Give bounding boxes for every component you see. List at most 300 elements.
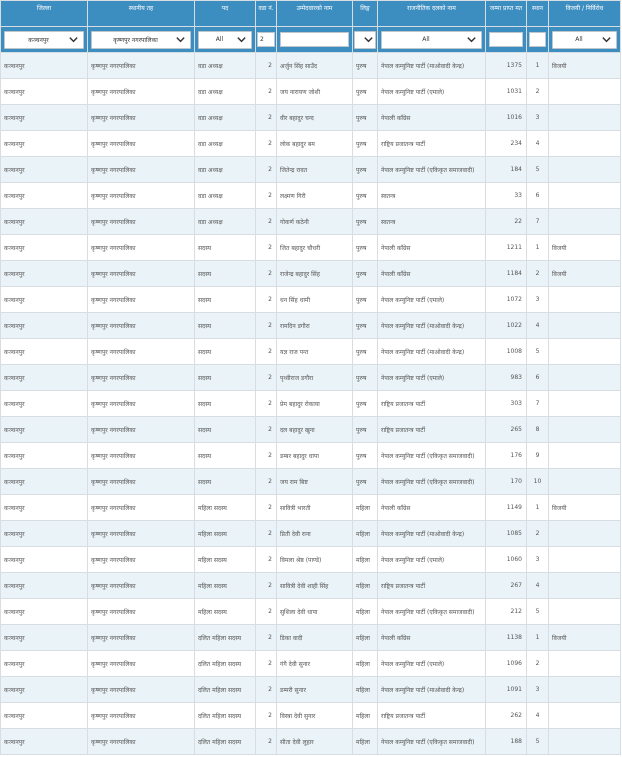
cell-party: नेपाली काँग्रेस: [378, 625, 486, 651]
table-row[interactable]: [1, 443, 621, 469]
cell-district: कञ्चनपुर: [1, 261, 88, 287]
cell-ward: 2: [256, 443, 277, 469]
cell-gender: पुरुष: [353, 209, 378, 235]
cell-party: नेपाल कम्युनिष्ट पार्टी (एमाले): [378, 651, 486, 677]
cell-candidate-name: वीर बहादुर चन्द: [277, 105, 353, 131]
cell-candidate-name: गंगै देवी सुनार: [277, 651, 353, 677]
cell-district: कञ्चनपुर: [1, 391, 88, 417]
cell-gender: महिला: [353, 677, 378, 703]
header-district[interactable]: जिल्ला: [1, 1, 88, 27]
cell-votes: 188: [486, 729, 527, 755]
cell-candidate-name: जय नारायण जोशी: [277, 79, 353, 105]
votes-filter-input[interactable]: [489, 32, 523, 47]
cell-local-level: कृष्णपुर नगरपालिका: [88, 703, 195, 729]
cell-post: महिला सदस्य: [195, 547, 256, 573]
cell-district: कञ्चनपुर: [1, 417, 88, 443]
cell-post: वडा अध्यक्ष: [195, 105, 256, 131]
cell-district: कञ्चनपुर: [1, 209, 88, 235]
cell-rank: 7: [527, 209, 549, 235]
cell-rank: 3: [527, 287, 549, 313]
chevron-down-icon: [601, 34, 612, 45]
cell-ward: 2: [256, 469, 277, 495]
cell-post: सदस्य: [195, 313, 256, 339]
cell-post: सदस्य: [195, 469, 256, 495]
cell-ward: 2: [256, 313, 277, 339]
cell-candidate-name: रामदिन डगौरा: [277, 313, 353, 339]
cell-rank: 1: [527, 53, 549, 79]
cell-local-level: कृष्णपुर नगरपालिका: [88, 443, 195, 469]
post-filter-select[interactable]: [198, 31, 252, 49]
table-row[interactable]: [1, 235, 621, 261]
cell-gender: पुरुष: [353, 157, 378, 183]
cell-rank: 6: [527, 183, 549, 209]
filter-row: [1, 27, 621, 53]
cell-party: राष्ट्रिय प्रजातन्त्र पार्टी: [378, 703, 486, 729]
cell-ward: 2: [256, 131, 277, 157]
party-filter-select[interactable]: [381, 31, 482, 49]
district-filter-value: कञ्चनपुर: [28, 36, 49, 44]
cell-post: दलित महिला सदस्य: [195, 625, 256, 651]
cell-party: नेपाल कम्युनिष्ट पार्टी (एकिकृत समाजवादी): [378, 729, 486, 755]
cell-rank: 2: [527, 651, 549, 677]
cell-votes: 1060: [486, 547, 527, 573]
cell-rank: 5: [527, 157, 549, 183]
cell-result: [549, 287, 621, 313]
cell-result: [549, 573, 621, 599]
cell-votes: 1072: [486, 287, 527, 313]
cell-votes: 170: [486, 469, 527, 495]
cell-post: महिला सदस्य: [195, 521, 256, 547]
cell-post: वडा अध्यक्ष: [195, 157, 256, 183]
header-rank[interactable]: स्थान: [527, 1, 549, 27]
cell-district: कञ्चनपुर: [1, 313, 88, 339]
candidate-filter-input[interactable]: [280, 32, 349, 47]
cell-result: विजयी: [549, 53, 621, 79]
cell-local-level: कृष्णपुर नगरपालिका: [88, 209, 195, 235]
cell-local-level: कृष्णपुर नगरपालिका: [88, 625, 195, 651]
cell-candidate-name: प्रिती देवी राना: [277, 521, 353, 547]
cell-gender: महिला: [353, 521, 378, 547]
cell-votes: 1022: [486, 313, 527, 339]
cell-post: सदस्य: [195, 365, 256, 391]
cell-post: महिला सदस्य: [195, 599, 256, 625]
table-row[interactable]: [1, 53, 621, 79]
result-filter-select[interactable]: [552, 31, 617, 49]
cell-rank: 4: [527, 313, 549, 339]
cell-party: राष्ट्रिय प्रजातन्त्र पार्टी: [378, 391, 486, 417]
cell-gender: महिला: [353, 651, 378, 677]
cell-gender: महिला: [353, 599, 378, 625]
cell-ward: 2: [256, 105, 277, 131]
cell-local-level: कृष्णपुर नगरपालिका: [88, 729, 195, 755]
cell-votes: 1184: [486, 261, 527, 287]
cell-votes: 1211: [486, 235, 527, 261]
table-row[interactable]: [1, 521, 621, 547]
cell-result: विजयी: [549, 625, 621, 651]
cell-result: [549, 105, 621, 131]
cell-district: कञ्चनपुर: [1, 287, 88, 313]
cell-gender: पुरुष: [353, 261, 378, 287]
cell-ward: 2: [256, 573, 277, 599]
cell-ward: 2: [256, 703, 277, 729]
header-local-level[interactable]: स्थानीय तह: [88, 1, 195, 27]
result-filter-value: All: [575, 36, 583, 43]
cell-rank: 1: [527, 625, 549, 651]
cell-local-level: कृष्णपुर नगरपालिका: [88, 547, 195, 573]
local-level-filter-select[interactable]: [91, 31, 191, 49]
cell-post: महिला सदस्य: [195, 495, 256, 521]
cell-gender: पुरुष: [353, 105, 378, 131]
header-votes[interactable]: जम्मा प्राप्त मत: [486, 1, 527, 27]
cell-result: [549, 547, 621, 573]
cell-rank: 1: [527, 235, 549, 261]
table-row[interactable]: [1, 131, 621, 157]
cell-district: कञ्चनपुर: [1, 235, 88, 261]
cell-post: सदस्य: [195, 417, 256, 443]
table-row[interactable]: [1, 703, 621, 729]
table-row[interactable]: [1, 339, 621, 365]
cell-candidate-name: लोक बहादुर बम: [277, 131, 353, 157]
filter-cell-post: [195, 27, 256, 53]
cell-gender: पुरुष: [353, 443, 378, 469]
table-row[interactable]: [1, 261, 621, 287]
cell-result: [549, 339, 621, 365]
cell-gender: पुरुष: [353, 235, 378, 261]
cell-district: कञ्चनपुर: [1, 625, 88, 651]
cell-rank: 5: [527, 599, 549, 625]
cell-gender: महिला: [353, 495, 378, 521]
cell-post: सदस्य: [195, 339, 256, 365]
cell-result: [549, 157, 621, 183]
cell-candidate-name: जय राम बिष्ट: [277, 469, 353, 495]
cell-votes: 1149: [486, 495, 527, 521]
cell-post: सदस्य: [195, 261, 256, 287]
cell-post: दलित महिला सदस्य: [195, 677, 256, 703]
cell-district: कञ्चनपुर: [1, 339, 88, 365]
cell-rank: 3: [527, 547, 549, 573]
district-filter-select[interactable]: [4, 31, 84, 49]
cell-ward: 2: [256, 729, 277, 755]
cell-votes: 212: [486, 599, 527, 625]
cell-rank: 9: [527, 443, 549, 469]
header-candidate[interactable]: उम्मेदवारको नाम: [277, 1, 353, 27]
cell-rank: 1: [527, 495, 549, 521]
cell-gender: पुरुष: [353, 417, 378, 443]
cell-party: नेपाली काँग्रेस: [378, 495, 486, 521]
cell-candidate-name: विमला श्रेष्ठ (पाण्डे): [277, 547, 353, 573]
cell-candidate-name: विस्त्रा देवी सुनार: [277, 703, 353, 729]
cell-district: कञ्चनपुर: [1, 157, 88, 183]
cell-gender: पुरुष: [353, 469, 378, 495]
cell-gender: महिला: [353, 573, 378, 599]
chevron-down-icon: [175, 34, 186, 45]
cell-candidate-name: डिका वादी: [277, 625, 353, 651]
cell-party: नेपाल कम्युनिष्ट पार्टी (एमाले): [378, 287, 486, 313]
cell-ward: 2: [256, 287, 277, 313]
cell-post: वडा अध्यक्ष: [195, 131, 256, 157]
cell-party: राष्ट्रिय प्रजातन्त्र पार्टी: [378, 573, 486, 599]
ward-filter-input[interactable]: 2: [257, 32, 275, 47]
cell-votes: 22: [486, 209, 527, 235]
table-row[interactable]: [1, 625, 621, 651]
cell-district: कञ्चनपुर: [1, 443, 88, 469]
cell-post: वडा अध्यक्ष: [195, 79, 256, 105]
table-row[interactable]: [1, 105, 621, 131]
cell-ward: 2: [256, 625, 277, 651]
cell-candidate-name: डम्बर बहादुर धापा: [277, 443, 353, 469]
cell-result: [549, 677, 621, 703]
cell-local-level: कृष्णपुर नगरपालिका: [88, 131, 195, 157]
cell-rank: 5: [527, 339, 549, 365]
cell-party: नेपाल कम्युनिष्ट पार्टी (एमाले): [378, 79, 486, 105]
cell-votes: 1138: [486, 625, 527, 651]
cell-result: [549, 209, 621, 235]
cell-gender: पुरुष: [353, 131, 378, 157]
cell-party: नेपाली काँग्रेस: [378, 105, 486, 131]
table-row[interactable]: [1, 391, 621, 417]
cell-rank: 3: [527, 105, 549, 131]
cell-local-level: कृष्णपुर नगरपालिका: [88, 313, 195, 339]
cell-ward: 2: [256, 183, 277, 209]
cell-result: [549, 79, 621, 105]
cell-post: सदस्य: [195, 287, 256, 313]
cell-post: सदस्य: [195, 443, 256, 469]
cell-rank: 4: [527, 131, 549, 157]
cell-party: नेपाल कम्युनिष्ट पार्टी (माओवादी केन्द्र): [378, 521, 486, 547]
cell-party: नेपाल कम्युनिष्ट पार्टी (एकिकृत समाजवादी): [378, 599, 486, 625]
cell-ward: 2: [256, 79, 277, 105]
filter-cell-votes: [486, 27, 527, 53]
cell-candidate-name: दल बहादुर खुना: [277, 417, 353, 443]
cell-gender: महिला: [353, 625, 378, 651]
cell-party: नेपाल कम्युनिष्ट पार्टी (एमाले): [378, 547, 486, 573]
table-row[interactable]: [1, 365, 621, 391]
cell-ward: 2: [256, 209, 277, 235]
cell-candidate-name: अर्जुन सिंह साउँद: [277, 53, 353, 79]
cell-rank: 4: [527, 573, 549, 599]
cell-party: स्वतन्त्र: [378, 183, 486, 209]
cell-post: महिला सदस्य: [195, 573, 256, 599]
header-party[interactable]: राजनीतिक दलको नाम: [378, 1, 486, 27]
cell-post: वडा अध्यक्ष: [195, 183, 256, 209]
cell-gender: महिला: [353, 547, 378, 573]
cell-result: [549, 469, 621, 495]
cell-gender: पुरुष: [353, 391, 378, 417]
table-row[interactable]: [1, 183, 621, 209]
rank-filter-input[interactable]: [529, 32, 546, 47]
cell-party: नेपाली काँग्रेस: [378, 261, 486, 287]
cell-local-level: कृष्णपुर नगरपालिका: [88, 417, 195, 443]
cell-local-level: कृष्णपुर नगरपालिका: [88, 365, 195, 391]
table-row[interactable]: [1, 287, 621, 313]
chevron-down-icon: [236, 34, 247, 45]
cell-votes: 1008: [486, 339, 527, 365]
table-row[interactable]: [1, 79, 621, 105]
table-row[interactable]: [1, 599, 621, 625]
cell-local-level: कृष्णपुर नगरपालिका: [88, 79, 195, 105]
table-row[interactable]: [1, 157, 621, 183]
table-row[interactable]: [1, 313, 621, 339]
cell-gender: पुरुष: [353, 339, 378, 365]
cell-result: विजयी: [549, 261, 621, 287]
cell-district: कञ्चनपुर: [1, 495, 88, 521]
cell-district: कञ्चनपुर: [1, 677, 88, 703]
cell-post: सदस्य: [195, 391, 256, 417]
cell-result: [549, 365, 621, 391]
header-post[interactable]: पद: [195, 1, 256, 27]
cell-result: [549, 703, 621, 729]
cell-post: सदस्य: [195, 235, 256, 261]
cell-district: कञ्चनपुर: [1, 469, 88, 495]
table-row[interactable]: [1, 547, 621, 573]
filter-cell-gender: [353, 27, 378, 53]
filter-cell-district: [1, 27, 88, 53]
cell-district: कञ्चनपुर: [1, 599, 88, 625]
cell-post: दलित महिला सदस्य: [195, 651, 256, 677]
cell-candidate-name: प्रेम बहादुर रोकाया: [277, 391, 353, 417]
filter-cell-rank: [527, 27, 549, 53]
cell-result: [549, 599, 621, 625]
cell-ward: 2: [256, 391, 277, 417]
cell-party: नेपाल कम्युनिष्ट पार्टी (एमाले): [378, 365, 486, 391]
cell-party: नेपाल कम्युनिष्ट पार्टी (एकिकृत समाजवादी): [378, 443, 486, 469]
cell-candidate-name: डम्मरी सुनार: [277, 677, 353, 703]
cell-rank: 7: [527, 391, 549, 417]
cell-candidate-name: जितेन्द्र रावत: [277, 157, 353, 183]
cell-local-level: कृष्णपुर नगरपालिका: [88, 339, 195, 365]
cell-candidate-name: सीता देवी लुहार: [277, 729, 353, 755]
cell-result: [549, 131, 621, 157]
cell-candidate-name: यज्ञ राज पन्त: [277, 339, 353, 365]
cell-local-level: कृष्णपुर नगरपालिका: [88, 677, 195, 703]
cell-votes: 234: [486, 131, 527, 157]
chevron-down-icon: [466, 34, 477, 45]
cell-result: [549, 729, 621, 755]
cell-local-level: कृष्णपुर नगरपालिका: [88, 105, 195, 131]
cell-rank: 2: [527, 521, 549, 547]
cell-district: कञ्चनपुर: [1, 651, 88, 677]
cell-local-level: कृष्णपुर नगरपालिका: [88, 599, 195, 625]
cell-gender: महिला: [353, 703, 378, 729]
cell-ward: 2: [256, 261, 277, 287]
cell-district: कञ्चनपुर: [1, 365, 88, 391]
cell-local-level: कृष्णपुर नगरपालिका: [88, 261, 195, 287]
cell-local-level: कृष्णपुर नगरपालिका: [88, 235, 195, 261]
cell-gender: महिला: [353, 729, 378, 755]
table-row[interactable]: [1, 495, 621, 521]
cell-local-level: कृष्णपुर नगरपालिका: [88, 521, 195, 547]
cell-gender: पुरुष: [353, 53, 378, 79]
cell-votes: 1096: [486, 651, 527, 677]
header-result[interactable]: विजयी / निर्विरोध: [549, 1, 621, 27]
table-row[interactable]: [1, 651, 621, 677]
cell-ward: 2: [256, 495, 277, 521]
cell-votes: 267: [486, 573, 527, 599]
cell-votes: 265: [486, 417, 527, 443]
cell-local-level: कृष्णपुर नगरपालिका: [88, 391, 195, 417]
cell-ward: 2: [256, 53, 277, 79]
table-row[interactable]: [1, 469, 621, 495]
cell-post: वडा अध्यक्ष: [195, 53, 256, 79]
cell-local-level: कृष्णपुर नगरपालिका: [88, 573, 195, 599]
cell-ward: 2: [256, 599, 277, 625]
cell-candidate-name: लक्ष्मण गिरी: [277, 183, 353, 209]
filter-cell-candidate: [277, 27, 353, 53]
cell-gender: पुरुष: [353, 313, 378, 339]
cell-votes: 303: [486, 391, 527, 417]
local-level-filter-value: कृष्णपुर नगरपालिका: [113, 36, 158, 44]
cell-party: नेपाल कम्युनिष्ट पार्टी (माओवादी केन्द्र): [378, 339, 486, 365]
filter-cell-result: [549, 27, 621, 53]
cell-candidate-name: धन सिंह धामी: [277, 287, 353, 313]
cell-result: [549, 313, 621, 339]
header-ward[interactable]: वडा नं.: [256, 1, 277, 27]
cell-party: स्वतन्त्र: [378, 209, 486, 235]
cell-rank: 10: [527, 469, 549, 495]
cell-rank: 4: [527, 703, 549, 729]
cell-votes: 1091: [486, 677, 527, 703]
table-row[interactable]: [1, 417, 621, 443]
cell-result: विजयी: [549, 235, 621, 261]
party-filter-value: All: [422, 36, 430, 43]
cell-post: दलित महिला सदस्य: [195, 703, 256, 729]
cell-votes: 1375: [486, 53, 527, 79]
cell-candidate-name: पृथ्वीराज डगौरा: [277, 365, 353, 391]
cell-result: [549, 391, 621, 417]
table-row[interactable]: [1, 573, 621, 599]
cell-candidate-name: जित बहादुर चौधरी: [277, 235, 353, 261]
cell-candidate-name: सावित्री भारती: [277, 495, 353, 521]
cell-ward: 2: [256, 365, 277, 391]
cell-rank: 6: [527, 365, 549, 391]
cell-ward: 2: [256, 157, 277, 183]
cell-local-level: कृष्णपुर नगरपालिका: [88, 495, 195, 521]
cell-rank: 5: [527, 729, 549, 755]
cell-party: नेपाल कम्युनिष्ट पार्टी (माओवादी केन्द्र): [378, 313, 486, 339]
cell-gender: पुरुष: [353, 79, 378, 105]
table-row[interactable]: [1, 729, 621, 755]
cell-ward: 2: [256, 651, 277, 677]
cell-ward: 2: [256, 417, 277, 443]
cell-party: नेपाल कम्युनिष्ट पार्टी (एकिकृत समाजवादी): [378, 469, 486, 495]
cell-local-level: कृष्णपुर नगरपालिका: [88, 469, 195, 495]
cell-result: [549, 443, 621, 469]
cell-local-level: कृष्णपुर नगरपालिका: [88, 53, 195, 79]
cell-local-level: कृष्णपुर नगरपालिका: [88, 651, 195, 677]
gender-filter-select[interactable]: [354, 31, 376, 49]
cell-local-level: कृष्णपुर नगरपालिका: [88, 287, 195, 313]
header-gender[interactable]: लिङ्ग: [353, 1, 378, 27]
cell-party: राष्ट्रिय प्रजातन्त्र पार्टी: [378, 417, 486, 443]
cell-rank: 2: [527, 79, 549, 105]
cell-result: [549, 651, 621, 677]
cell-district: कञ्चनपुर: [1, 105, 88, 131]
cell-votes: 184: [486, 157, 527, 183]
chevron-down-icon: [68, 34, 79, 45]
cell-votes: 1031: [486, 79, 527, 105]
cell-ward: 2: [256, 339, 277, 365]
cell-district: कञ्चनपुर: [1, 547, 88, 573]
cell-votes: 1085: [486, 521, 527, 547]
table-row[interactable]: [1, 209, 621, 235]
cell-party: नेपाल कम्युनिष्ट पार्टी (माओवादी केन्द्र): [378, 677, 486, 703]
table-row[interactable]: [1, 677, 621, 703]
cell-votes: 1016: [486, 105, 527, 131]
cell-candidate-name: सावित्री देवी शाही सिंह: [277, 573, 353, 599]
cell-candidate-name: राजेन्द्र बहादुर सिंह: [277, 261, 353, 287]
chevron-down-icon: [363, 34, 374, 45]
cell-district: कञ्चनपुर: [1, 79, 88, 105]
